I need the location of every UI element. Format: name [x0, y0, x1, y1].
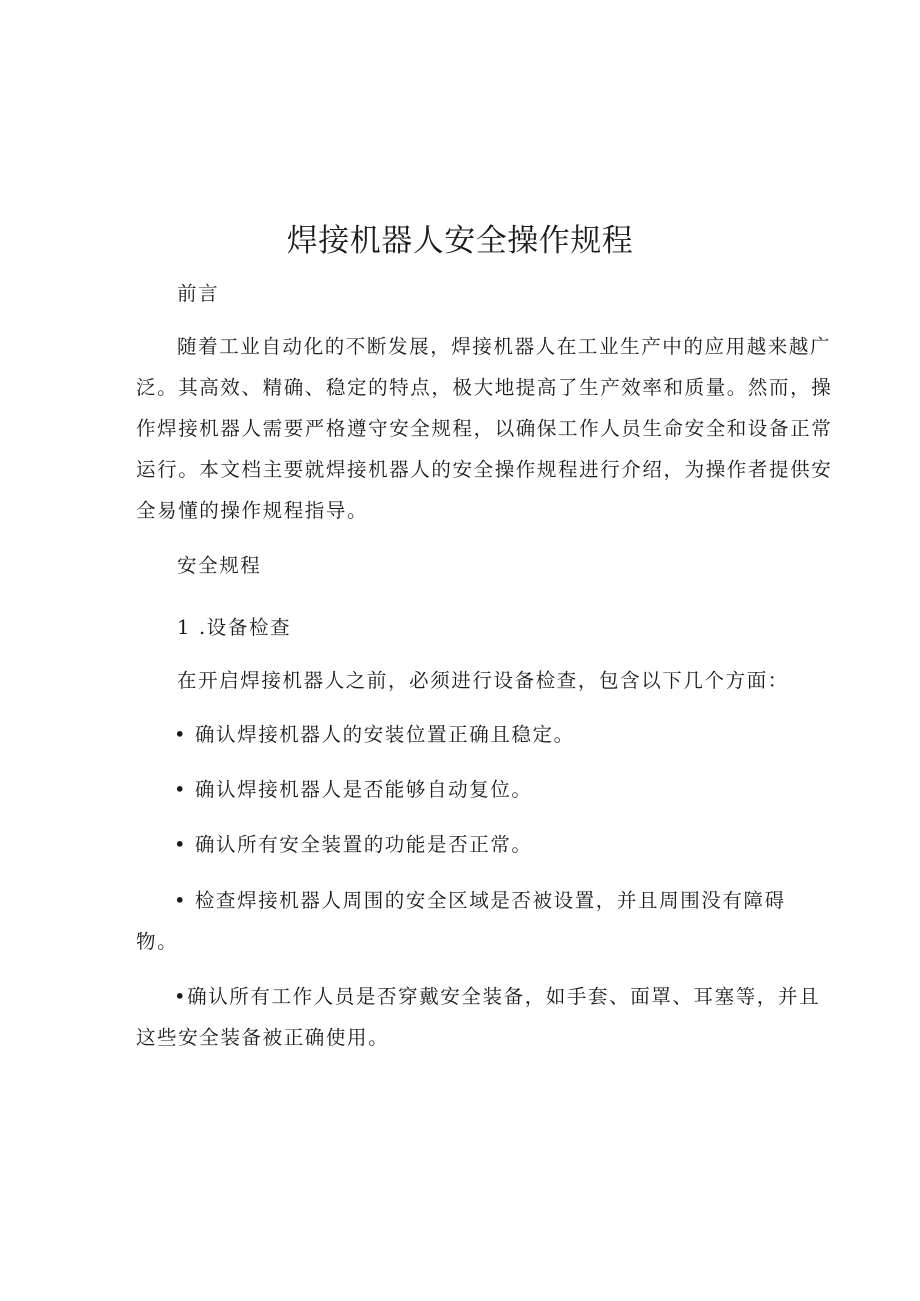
preface-heading: 前言: [177, 282, 220, 305]
section-heading: 安全规程: [177, 554, 262, 577]
list-item-continuation: 这些安全装备被正确使用。: [136, 1026, 390, 1049]
list-item: •确认所有工作人员是否穿戴安全装备，如手套、面罩、耳塞等，并且: [174, 985, 821, 1008]
list-item-continuation: 物。: [136, 930, 179, 953]
list-item: • 确认焊接机器人的安装位置正确且稳定。: [174, 723, 575, 746]
intro-paragraph-line: 全易懂的操作规程指导。: [136, 499, 369, 522]
list-item: • 确认所有安全装置的功能是否正常。: [174, 833, 533, 856]
subsection-number: 1: [177, 616, 192, 639]
list-item: • 确认焊接机器人是否能够自动复位。: [174, 778, 533, 801]
intro-paragraph-line: 运行。本文档主要就焊接机器人的安全操作规程进行介绍，为操作者提供安: [136, 458, 833, 481]
document-title: 焊接机器人安全操作规程: [286, 223, 634, 259]
subsection-label: .设备检查: [199, 616, 292, 639]
intro-paragraph-line: 泛。其高效、精确、稳定的特点，极大地提高了生产效率和质量。然而，操: [136, 376, 833, 399]
list-item: • 检查焊接机器人周围的安全区域是否被设置，并且周围没有障碍: [174, 889, 786, 912]
subsection-heading: [177, 612, 291, 640]
intro-paragraph-line: 随着工业自动化的不断发展，焊接机器人在工业生产中的应用越来越广: [177, 335, 832, 358]
check-intro: 在开启焊接机器人之前，必须进行设备检查，包含以下几个方面：: [177, 669, 789, 692]
intro-paragraph-line: 作焊接机器人需要严格遵守安全规程，以确保工作人员生命安全和设备正常: [136, 417, 833, 440]
